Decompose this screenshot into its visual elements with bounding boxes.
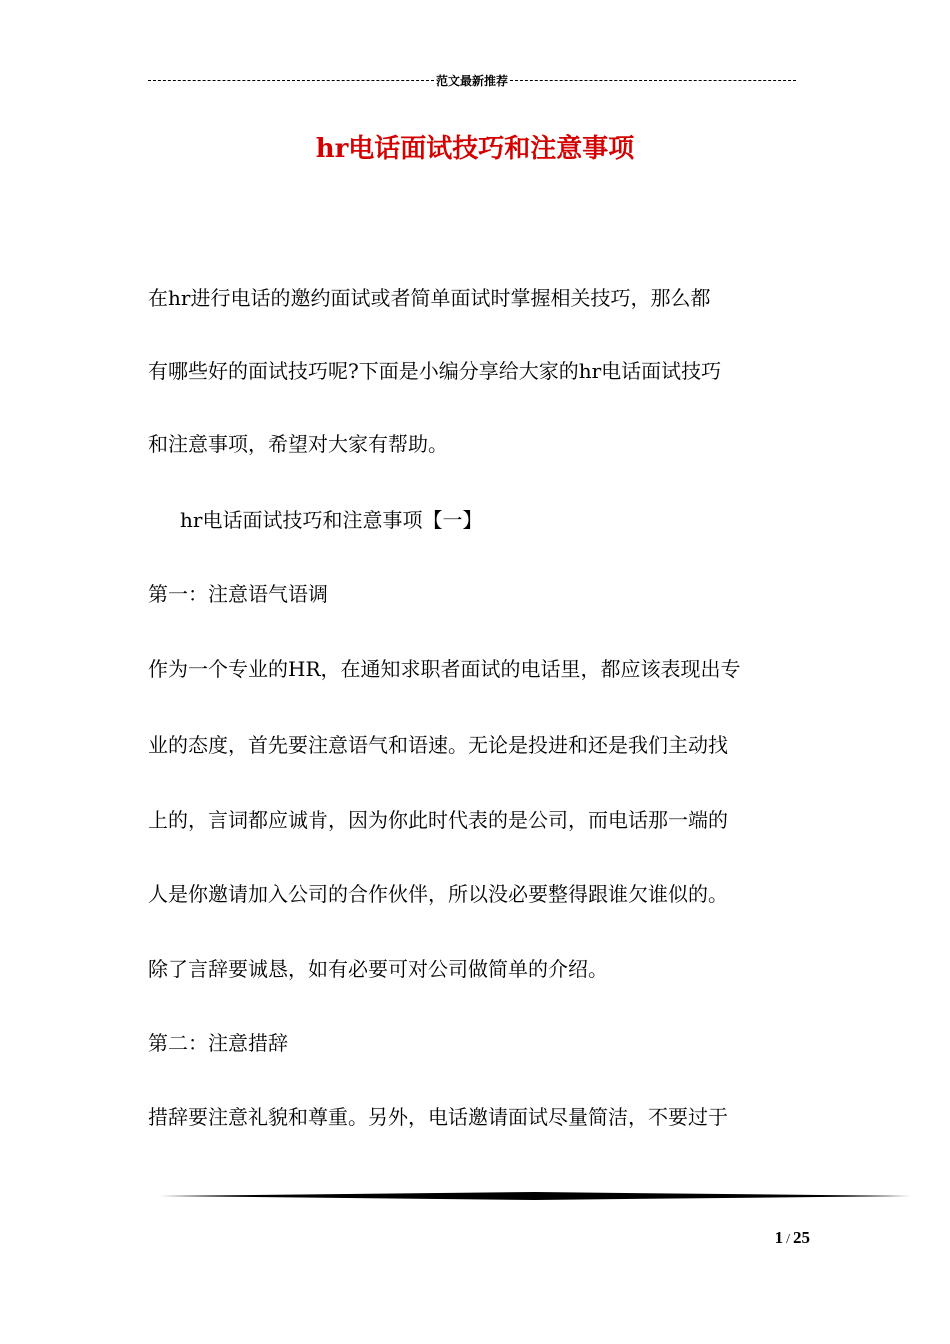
body-line: 人是你邀请加入公司的合作伙伴，所以没必要整得跟谁欠谁似的。 (148, 882, 728, 906)
page-number (740, 1228, 810, 1248)
sub-heading: 第一：注意语气语调 (148, 582, 328, 606)
header-dash-left (148, 80, 434, 81)
body-line: 有哪些好的面试技巧呢?下面是小编分享给大家的hr电话面试技巧 (148, 359, 722, 383)
header-dash-right (510, 80, 796, 81)
footer-rule (160, 1192, 910, 1200)
body-line: 上的，言词都应诚肯，因为你此时代表的是公司，而电话那一端的 (148, 808, 728, 832)
body-line: 作为一个专业的HR，在通知求职者面试的电话里，都应该表现出专 (148, 657, 741, 681)
current-page: 1 (774, 1228, 784, 1247)
page-separator: / (786, 1232, 790, 1247)
section-heading: hr电话面试技巧和注意事项【一】 (180, 508, 483, 532)
body-line: 业的态度，首先要注意语气和语速。无论是投进和还是我们主动找 (148, 733, 728, 757)
total-pages: 25 (793, 1228, 810, 1247)
body-line: 和注意事项，希望对大家有帮助。 (148, 432, 448, 456)
body-line: 措辞要注意礼貌和尊重。另外，电话邀请面试尽量简洁，不要过于 (148, 1105, 728, 1129)
sub-heading: 第二：注意措辞 (148, 1031, 288, 1055)
body-line: 除了言辞要诚恳，如有必要可对公司做简单的介绍。 (148, 957, 608, 981)
document-title: hr电话面试技巧和注意事项 (315, 134, 635, 164)
header-label: 范文最新推荐 (436, 73, 509, 88)
body-line: 在hr进行电话的邀约面试或者简单面试时掌握相关技巧，那么都 (148, 286, 711, 310)
header-rule (148, 70, 796, 90)
